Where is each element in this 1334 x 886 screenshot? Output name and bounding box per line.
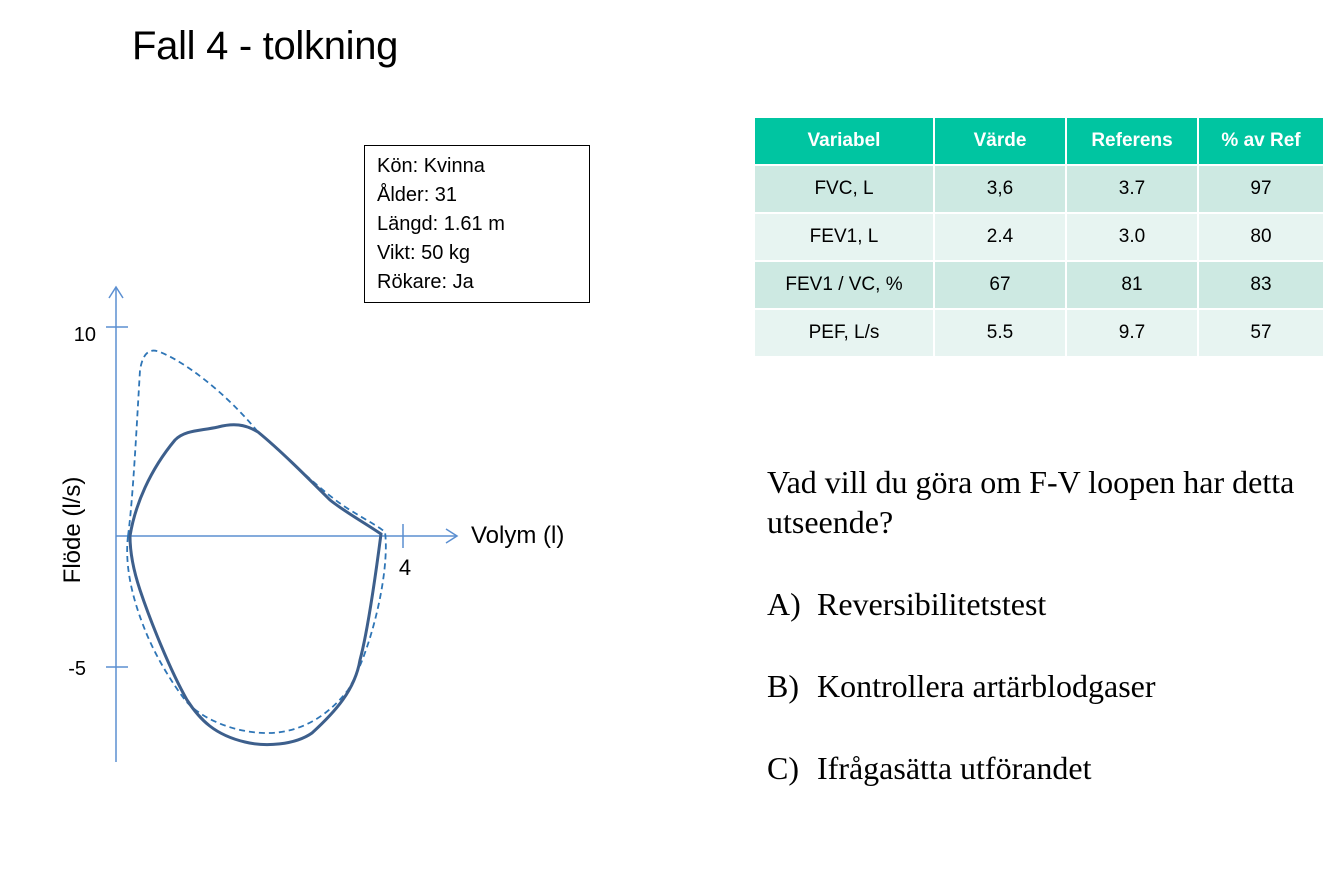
table-header-row <box>754 117 1324 165</box>
patient-weight: Vikt: 50 kg <box>377 242 471 264</box>
table-cell: 57 <box>1198 309 1324 357</box>
y-tick-label-10: 10 <box>73 324 96 346</box>
col-header-referens: Referens <box>1066 117 1198 165</box>
option-c-text: Ifrågasätta utförandet <box>817 750 1092 786</box>
table-cell: FVC, L <box>754 165 934 213</box>
reference-loop-curve <box>127 351 386 733</box>
table-cell: 3,6 <box>934 165 1066 213</box>
table-cell: 9.7 <box>1066 309 1198 357</box>
table-cell: 83 <box>1198 261 1324 309</box>
y-tick-label-minus-5: -5 <box>68 658 86 680</box>
table-cell: 2.4 <box>934 213 1066 261</box>
x-axis-label: Volym (l) <box>471 522 565 549</box>
table-cell: PEF, L/s <box>754 309 934 357</box>
patient-smoker: Rökare: Ja <box>377 271 474 293</box>
table-cell: FEV1 / VC, % <box>754 261 934 309</box>
table-row <box>754 261 1324 309</box>
option-b-text: Kontrollera artärblodgaser <box>817 668 1156 704</box>
measured-loop-curve <box>130 425 381 745</box>
table-cell: 5.5 <box>934 309 1066 357</box>
table-cell: 80 <box>1198 213 1324 261</box>
table-cell: 81 <box>1066 261 1198 309</box>
table-cell: FEV1, L <box>754 213 934 261</box>
table-row <box>754 165 1324 213</box>
slide-title: Fall 4 - tolkning <box>132 24 399 68</box>
option-b <box>767 666 1156 706</box>
option-a <box>767 584 1046 624</box>
option-c <box>767 748 1092 788</box>
table-row <box>754 213 1324 261</box>
table-cell: 3.0 <box>1066 213 1198 261</box>
x-tick-label-4: 4 <box>398 555 412 580</box>
patient-height: Längd: 1.61 m <box>377 213 505 235</box>
patient-age: Ålder: 31 <box>377 184 458 206</box>
table-cell: 97 <box>1198 165 1324 213</box>
col-header-variabel: Variabel <box>754 117 934 165</box>
flow-volume-graph <box>0 0 640 800</box>
option-a-letter: A) <box>767 586 801 622</box>
col-header-varde: Värde <box>934 117 1066 165</box>
patient-sex: Kön: Kvinna <box>377 155 485 177</box>
option-a-text: Reversibilitetstest <box>817 586 1047 622</box>
table-cell: 67 <box>934 261 1066 309</box>
table-cell: 3.7 <box>1066 165 1198 213</box>
option-b-letter: B) <box>767 668 799 704</box>
y-axis-label: Flöde (l/s) <box>59 476 86 584</box>
question-text: Vad vill du göra om F-V loopen har detta utseende? <box>767 464 1295 540</box>
table-row <box>754 309 1324 357</box>
option-c-letter: C) <box>767 750 799 786</box>
col-header-procent-av-ref: % av Ref <box>1198 117 1324 165</box>
spirometry-table <box>753 116 1325 358</box>
